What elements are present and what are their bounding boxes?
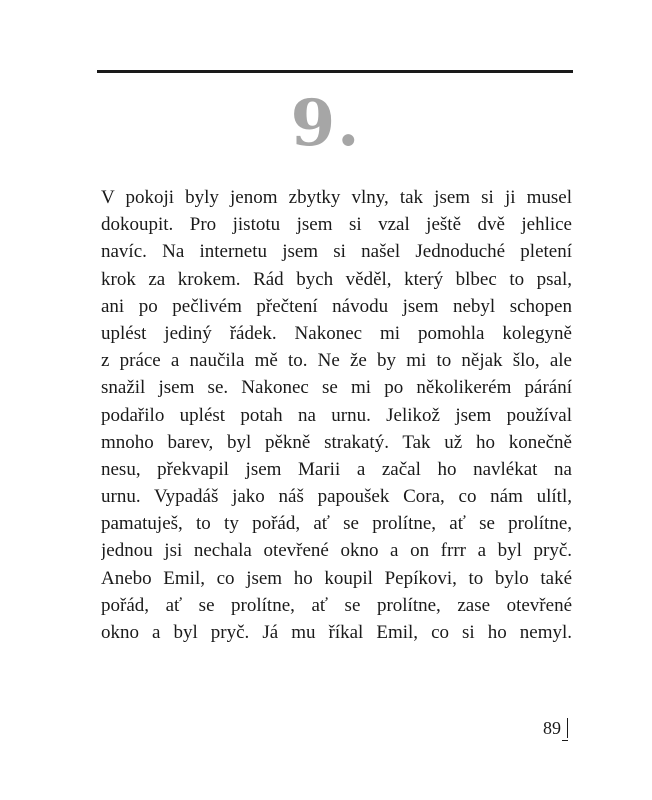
text-line: uplést jediný řádek. Nakonec mi pomohla kolegyně <box>101 322 572 344</box>
chapter-number: 9. <box>290 86 362 161</box>
text-line: jednou jsi nechala otevřené okno a on frrr a byl pryč. <box>101 540 572 562</box>
text-line: nesu, překvapil jsem Marii a začal ho navlékat na <box>101 458 572 480</box>
text-line: pořád, ať se prolítne, ať se prolítne, zase otevřené <box>101 594 572 616</box>
text-line: pamatuješ, to ty pořád, ať se prolítne, ať se prolítne, <box>101 513 572 535</box>
text-line: podařilo uplést potah na urnu. Jelikož jsem používal <box>101 404 572 426</box>
chapter-body-text <box>101 184 572 646</box>
page-number: 89 <box>543 718 568 738</box>
text-line: krok za krokem. Rád bych věděl, který blbec to psal, <box>101 268 572 290</box>
text-line: urnu. Vypadáš jako náš papoušek Cora, co nám ulítl, <box>101 486 572 508</box>
text-line: navíc. Na internetu jsem si našel Jednoduché pletení <box>101 241 572 263</box>
text-line: z práce a naučila mě to. Ne že by mi to nějak šlo, ale <box>101 350 572 372</box>
top-rule <box>97 70 573 73</box>
text-line: ani po pečlivém přečtení návodu jsem nebyl schopen <box>101 295 572 317</box>
text-line: dokoupit. Pro jistotu jsem si vzal ještě dvě jehlice <box>101 214 572 236</box>
text-line: Anebo Emil, co jsem ho koupil Pepíkovi, to bylo také <box>101 567 572 589</box>
text-line: okno a byl pryč. Já mu říkal Emil, co si ho nemyl. <box>101 622 572 643</box>
text-line: V pokoji byly jenom zbytky vlny, tak jsem si ji musel <box>101 187 572 208</box>
text-line: mnoho barev, byl pěkně strakatý. Tak už ho konečně <box>101 431 572 453</box>
text-line: snažil jsem se. Nakonec se mi po několikerém párání <box>101 377 572 399</box>
